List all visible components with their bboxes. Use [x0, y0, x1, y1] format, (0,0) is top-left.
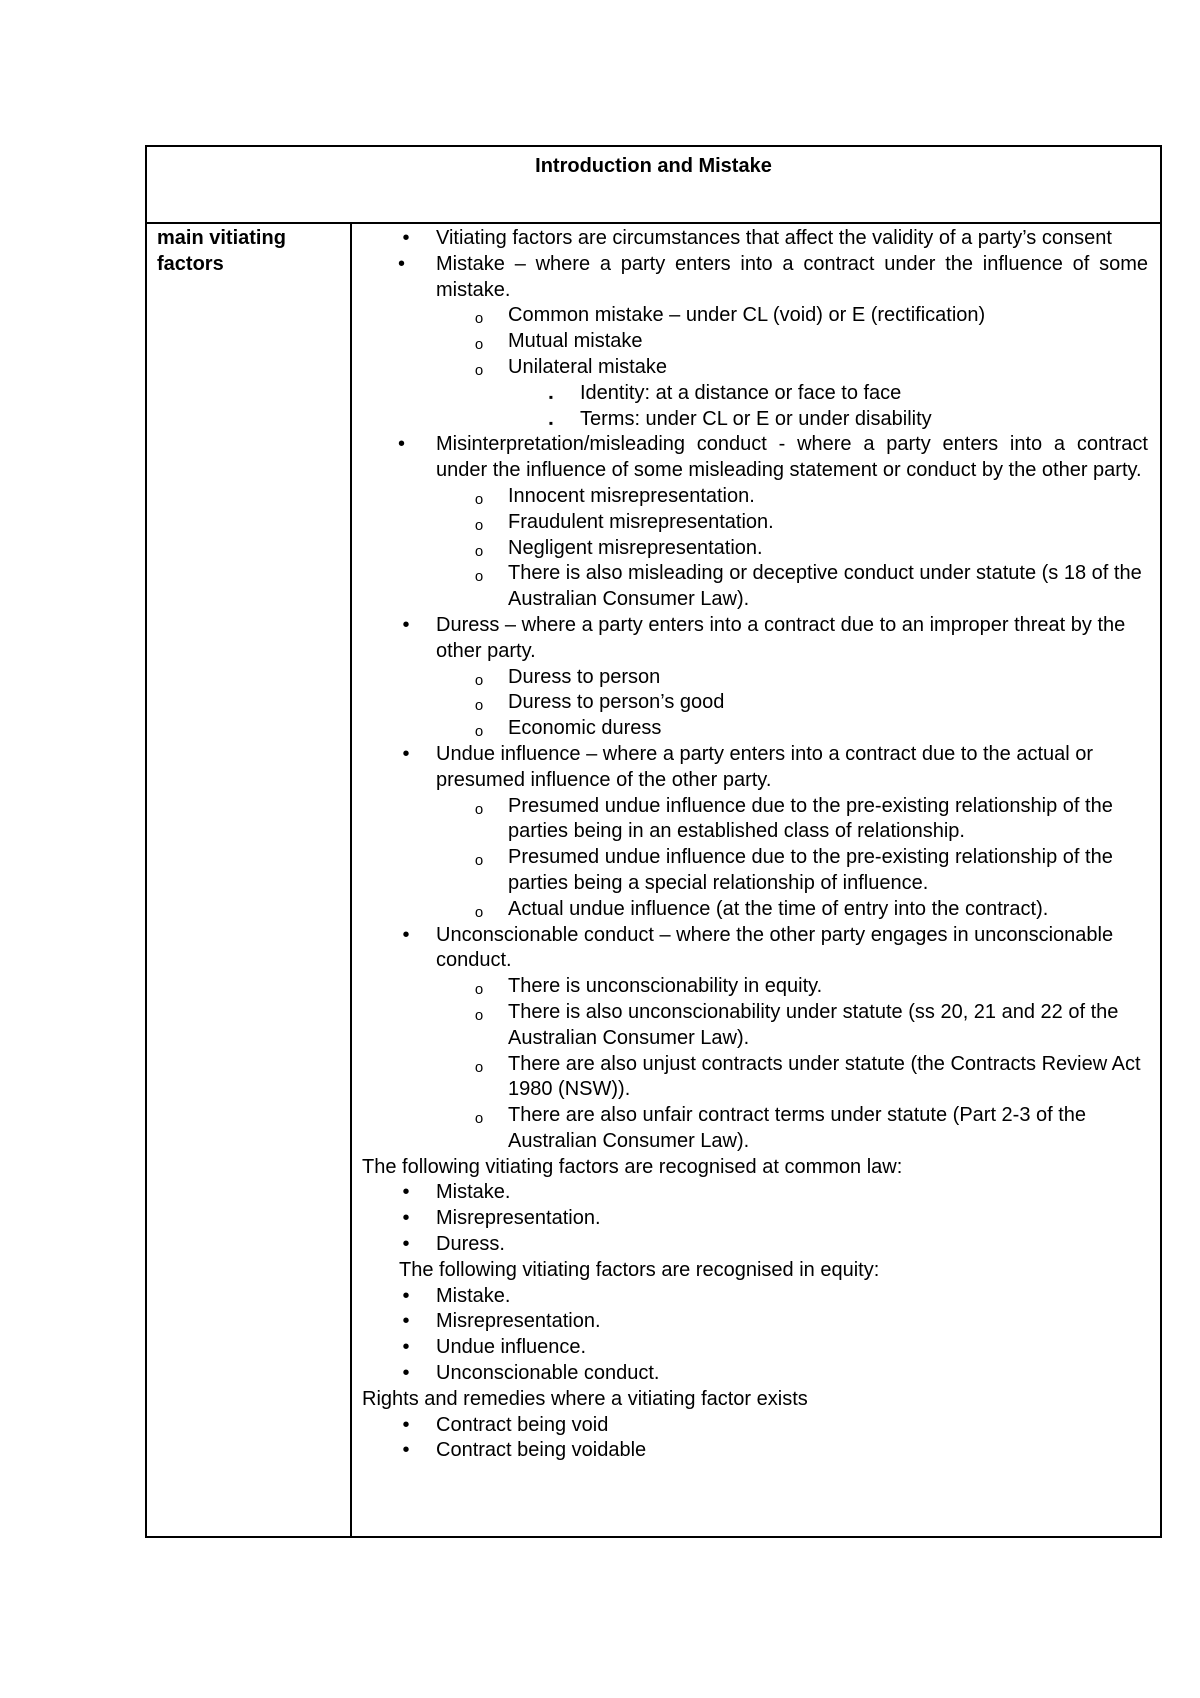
list-item	[362, 432, 1148, 484]
list-item	[362, 381, 1148, 407]
item-text: Unilateral mistake	[508, 355, 667, 378]
circle-bullet-icon: o	[474, 1110, 484, 1128]
item-text: Misrepresentation.	[436, 1310, 601, 1333]
circle-bullet-icon: o	[474, 852, 484, 870]
item-text: Mistake.	[436, 1181, 511, 1204]
list-item	[362, 1232, 1148, 1258]
list-item	[362, 561, 1148, 613]
table-body-row	[147, 224, 1160, 1536]
list-item	[362, 690, 1148, 716]
list-item	[362, 536, 1148, 562]
item-text: There is unconscionability in equity.	[508, 975, 823, 998]
row-label-cell	[147, 224, 352, 1536]
circle-bullet-icon: o	[474, 800, 484, 818]
list-item	[362, 1309, 1148, 1335]
list-item	[362, 923, 1148, 975]
list-item	[362, 1438, 1148, 1464]
circle-bullet-icon: o	[474, 723, 484, 741]
circle-bullet-icon: o	[474, 361, 484, 379]
bullet-icon: •	[402, 613, 410, 636]
table-title: Introduction and Mistake	[535, 155, 772, 177]
bullet-icon: •	[402, 1439, 410, 1462]
item-text: Unconscionable conduct.	[436, 1362, 660, 1385]
list-item	[362, 329, 1148, 355]
item-text: Undue influence – where a party enters into a contract due to the actual or presumed influence of the other party.	[436, 742, 1094, 791]
list-item	[362, 716, 1148, 742]
list-item	[362, 1413, 1148, 1439]
circle-bullet-icon: o	[474, 903, 484, 921]
item-text: There is also unconscionability under statute (ss 20, 21 and 22 of the Australian Consumer Law).	[508, 1000, 1119, 1049]
list-item	[362, 1284, 1148, 1310]
item-text: Misinterpretation/misleading conduct - where a party enters into a contract under the influence of some misleading statement or conduct by the other party.	[436, 433, 1148, 482]
item-text: Mistake – where a party enters into a contract under the influence of some mistake.	[436, 252, 1148, 301]
item-text: There is also misleading or deceptive conduct under statute (s 18 of the Australian Consumer Law).	[508, 562, 1142, 611]
item-text: Terms: under CL or E or under disability	[580, 407, 932, 430]
list-item	[362, 794, 1148, 846]
list-item	[362, 974, 1148, 1000]
circle-bullet-icon: o	[474, 1058, 484, 1076]
circle-bullet-icon: o	[474, 1006, 484, 1024]
list-item	[362, 897, 1148, 923]
circle-bullet-icon: o	[474, 568, 484, 586]
item-text: Fraudulent misrepresentation.	[508, 510, 774, 533]
item-text: Negligent misrepresentation.	[508, 536, 763, 559]
circle-bullet-icon: o	[474, 336, 484, 354]
bullet-icon: •	[402, 1207, 410, 1230]
list-item	[362, 665, 1148, 691]
item-text: Mistake.	[436, 1284, 511, 1307]
item-text: Duress.	[436, 1233, 505, 1256]
circle-bullet-icon: o	[474, 490, 484, 508]
circle-bullet-icon: o	[474, 516, 484, 534]
item-text: Actual undue influence (at the time of entry into the contract).	[508, 897, 1049, 920]
list-item	[362, 252, 1148, 304]
item-text: Contract being void	[436, 1413, 609, 1436]
item-text: Mutual mistake	[508, 330, 643, 353]
circle-bullet-icon: o	[474, 697, 484, 715]
bullet-icon: •	[402, 1310, 410, 1333]
list-item	[362, 613, 1148, 665]
paragraph	[362, 1387, 1148, 1413]
item-text: Unconscionable conduct – where the other party engages in unconscionable conduct.	[436, 923, 1114, 972]
bullet-icon: •	[402, 1413, 410, 1436]
item-text: Economic duress	[508, 717, 662, 740]
bullet-icon: •	[402, 227, 410, 249]
row-label: main vitiating factors	[157, 227, 286, 275]
bullet-icon: •	[398, 433, 406, 456]
square-bullet-icon: ▪	[548, 389, 554, 404]
circle-bullet-icon: o	[474, 310, 484, 328]
table-header-row	[147, 147, 1160, 224]
item-text: There are also unfair contract terms under statute (Part 2-3 of the Australian Consumer Law).	[508, 1104, 1087, 1152]
list-item	[362, 407, 1148, 433]
list-item	[362, 1180, 1148, 1206]
square-bullet-icon: ▪	[548, 415, 554, 430]
item-text: Duress to person’s good	[508, 691, 725, 714]
list-item	[362, 1103, 1148, 1155]
circle-bullet-icon: o	[474, 981, 484, 999]
bullet-icon: •	[402, 1336, 410, 1359]
content-list	[362, 226, 1148, 1464]
list-item	[362, 510, 1148, 536]
list-item	[362, 1361, 1148, 1387]
list-item	[362, 484, 1148, 510]
list-item	[362, 1052, 1148, 1104]
item-text: Identity: at a distance or face to face	[580, 381, 902, 404]
content-cell	[352, 224, 1160, 1536]
list-item	[362, 845, 1148, 897]
item-text: Presumed undue influence due to the pre-existing relationship of the parties being in an established class of relationship.	[508, 794, 1113, 843]
item-text: The following vitiating factors are recognised in equity:	[399, 1258, 880, 1281]
bullet-icon: •	[402, 1362, 410, 1385]
item-text: There are also unjust contracts under statute (the Contracts Review Act 1980 (NSW)).	[508, 1052, 1141, 1101]
item-text: The following vitiating factors are recognised at common law:	[362, 1155, 903, 1178]
item-text: Common mistake – under CL (void) or E (rectification)	[508, 304, 986, 327]
list-item	[362, 226, 1148, 252]
item-text: Contract being voidable	[436, 1439, 647, 1462]
bullet-icon: •	[402, 923, 410, 946]
item-text: Vitiating factors are circumstances that affect the validity of a party’s consent	[436, 227, 1112, 249]
list-item	[362, 1335, 1148, 1361]
item-text: Misrepresentation.	[436, 1207, 601, 1230]
item-text: Presumed undue influence due to the pre-existing relationship of the parties being a special relationship of influence.	[508, 846, 1113, 894]
item-text: Duress to person	[508, 665, 661, 688]
item-text: Rights and remedies where a vitiating factor exists	[362, 1387, 808, 1410]
paragraph	[362, 1258, 1148, 1284]
bullet-icon: •	[402, 1233, 410, 1256]
bullet-icon: •	[402, 1284, 410, 1307]
list-item	[362, 1206, 1148, 1232]
bullet-icon: •	[402, 742, 410, 765]
paragraph	[362, 1155, 1148, 1181]
bullet-icon: •	[402, 1181, 410, 1204]
list-item	[362, 742, 1148, 794]
item-text: Innocent misrepresentation.	[508, 484, 755, 507]
list-item	[362, 303, 1148, 329]
item-text: Undue influence.	[436, 1336, 587, 1359]
item-text: Duress – where a party enters into a contract due to an improper threat by the other party.	[436, 613, 1126, 662]
list-item	[362, 1000, 1148, 1052]
notes-table	[145, 145, 1162, 1538]
bullet-icon: •	[398, 252, 406, 275]
circle-bullet-icon: o	[474, 671, 484, 689]
list-item	[362, 355, 1148, 381]
circle-bullet-icon: o	[474, 542, 484, 560]
